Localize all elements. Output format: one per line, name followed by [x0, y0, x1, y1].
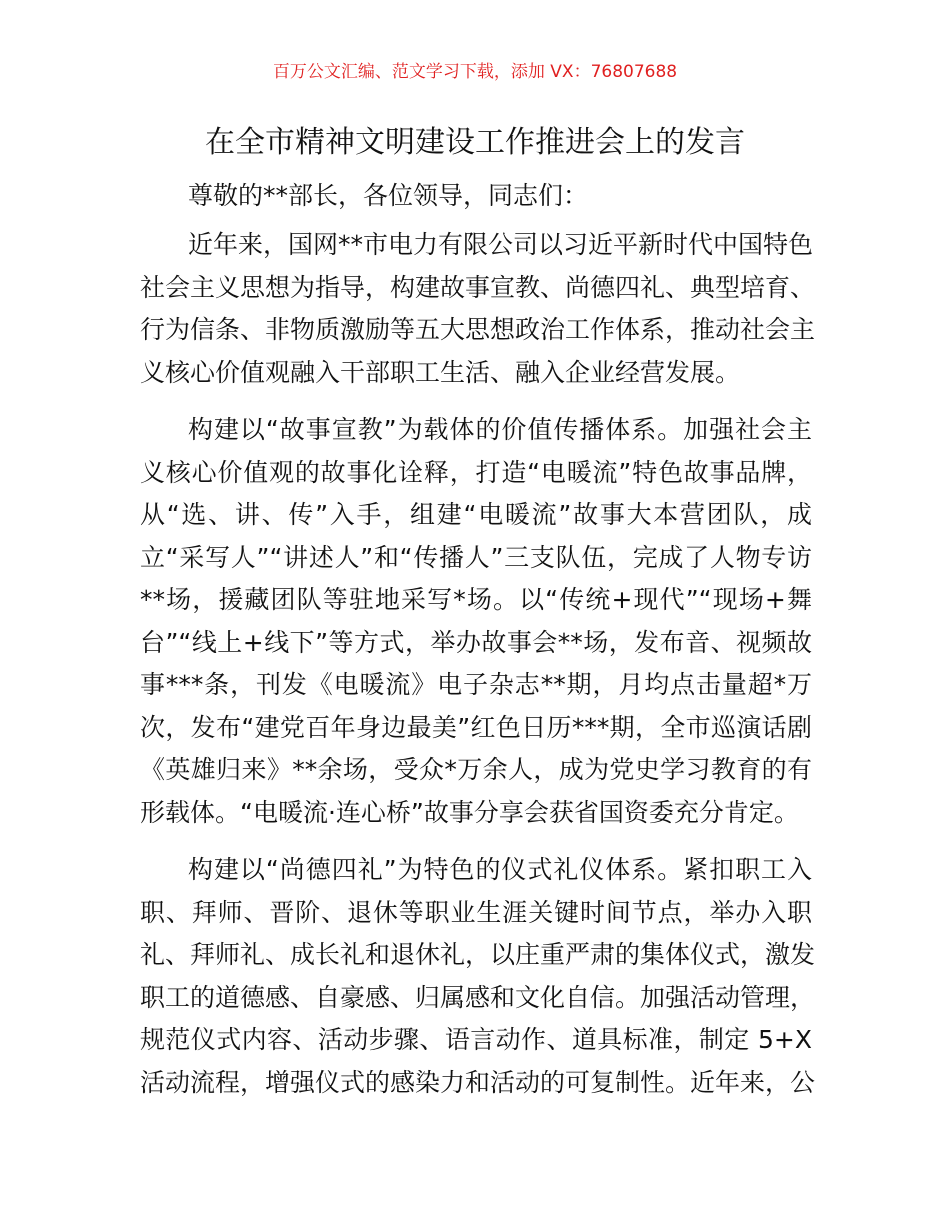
text-line: 构建以“故事宣教”为载体的价值传播体系。加强社会主: [188, 415, 812, 444]
text-line: 社会主义思想为指导，构建故事宣教、尚德四礼、典型培育、: [140, 272, 816, 302]
text-line: 事***条，刊发《电暖流》电子杂志**期，月均点击量超*万: [140, 670, 812, 699]
text-line: 《英雄归来》**余场，受众*万余人，成为党史学习教育的有: [140, 755, 812, 784]
text-line: 规范仪式内容、活动步骤、语言动作、道具标准，制定 5+X: [140, 1025, 812, 1054]
paragraph-ritual-system: [140, 849, 816, 1104]
document-title: 在全市精神文明建设工作推进会上的发言: [205, 125, 745, 160]
salutation: 尊敬的**部长，各位领导，同志们：: [188, 181, 589, 210]
text-line: 活动流程，增强仪式的感染力和活动的可复制性。近年来，公: [140, 1067, 816, 1097]
text-line: 行为信条、非物质激励等五大思想政治工作体系，推动社会主: [140, 315, 816, 344]
watermark-header: 百万公文汇编、范文学习下载，添加 VX：76807688: [272, 62, 678, 82]
text-line: 从“选、讲、传”入手，组建“电暖流”故事大本营团队，成: [140, 500, 812, 529]
text-line: 立“采写人”“讲述人”和“传播人”三支队伍，完成了人物专访: [140, 542, 812, 572]
text-line: 义核心价值观融入干部职工生活、融入企业经营发展。: [140, 357, 741, 387]
text-line: 次，发布“建党百年身边最美”红色日历***期，全市巡演话剧: [140, 712, 812, 742]
text-line: 礼、拜师礼、成长礼和退休礼，以庄重严肃的集体仪式，激发: [140, 940, 816, 969]
text-line: 义核心价值观的故事化诠释，打造“电暖流”特色故事品牌，: [140, 457, 812, 487]
text-line: 近年来，国网**市电力有限公司以习近平新时代中国特色: [188, 230, 814, 259]
text-line: 职、拜师、晋阶、退休等职业生涯关键时间节点，举办入职: [140, 897, 812, 927]
paragraph-story-system: [140, 409, 812, 834]
text-line: 台”“线上+线下”等方式，举办故事会**场，发布音、视频故: [140, 627, 812, 657]
text-line: 形载体。“电暖流·连心桥”故事分享会获省国资委充分肯定。: [140, 797, 799, 827]
text-line: 职工的道德感、自豪感、归属感和文化自信。加强活动管理，: [140, 982, 816, 1012]
text-line: **场，援藏团队等驻地采写*场。以“传统+现代”“现场+舞: [140, 585, 812, 614]
paragraph-intro: [140, 224, 816, 394]
text-line: 构建以“尚德四礼”为特色的仪式礼仪体系。紧扣职工入: [188, 855, 812, 884]
